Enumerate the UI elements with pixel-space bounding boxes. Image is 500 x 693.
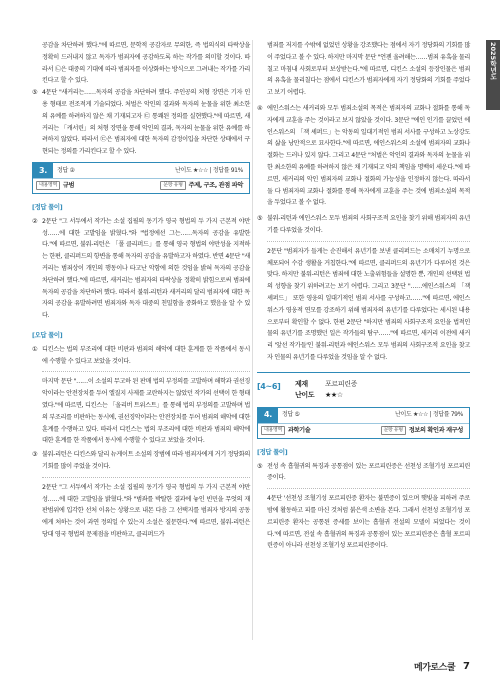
item-claim: 불워-리턴과 에인스워스 모두 범죄의 사회구조적 요인을 찾기 위해 범죄자의 유년기를 다루었을 것이다. xyxy=(267,215,470,234)
wrong-3-paragraph xyxy=(32,449,250,541)
answer-label: 정답 ② xyxy=(57,166,75,174)
answer-claim: 전성 속 흡혈귀의 특징과 공통점이 있는 포르피린증은 선천성 조혈기성 포르피린증이다. xyxy=(267,462,470,482)
question-type-tag: 문항 유형 xyxy=(160,181,185,190)
question-type-tag: 문항 유형 xyxy=(381,426,406,435)
right-column xyxy=(257,40,470,554)
question-3-header xyxy=(32,162,250,194)
set-range: [4~6] xyxy=(257,381,281,391)
content-area-tag: 내용영역 xyxy=(36,181,60,190)
wrong-explanation: 마지막 문단 "……이 소설의 무고하 된 판매 법의 부정의를 고발하며 해학과 권선징악이라는 안전장치를 두어 엘질지 사제를 교란하지는 않았던 작가의 선택이 한 형태였다."에 따르면, 디킨스는 「올리버 트위스트」를 통해 법의 부정의를 고발하며 법의 부조리를 비판하는 동시에, 권선징악이라는 안전장치를 두어 범죄의 해악에 대한 훈계를 수행하고 있다. 따라서 디킨스는 법의 부조리에 대한 비판과 범죄의 해악에 대한 훈계를 한 작품에서 동시에 수행할 수 있다고 보았을 것이다. xyxy=(42,378,250,445)
continued-paragraph: 범죄를 저지를 수밖에 없었던 상황을 강조했다는 점에서 자기 정당화의 기회를 많이 주었다고 볼 수 있다. 하지만 마지막 문단 "언젠 울려해는……범죄 유혹을 물리칠고 마침내 사회로부터 보상받는다."에 따르면, 디킨스 소설의 등장인물은 범죄의 유혹을 물리칠다는 점에서 디킨스가 범죄자에게 자기 정당화의 기회를 주었다고 보기 어렵다. xyxy=(267,42,470,97)
difficulty-label: 난이도 xyxy=(295,390,315,399)
content-area-tag: 내용영역 xyxy=(261,426,285,435)
answer-5-paragraph xyxy=(257,461,470,553)
item-4-paragraph xyxy=(257,103,470,209)
set-header xyxy=(257,379,470,401)
answer-label: 정답 ⑤ xyxy=(282,411,300,419)
item-5-paragraph xyxy=(32,87,250,158)
item-number: ⑤ xyxy=(257,215,263,223)
wrong-number: ① xyxy=(32,345,38,353)
answer-2-paragraph xyxy=(32,216,250,322)
difficulty-value: ★★☆ xyxy=(325,390,343,399)
wrong-1-paragraph xyxy=(32,344,250,447)
answer-text: 2문단 "그 서두에서 작가는 소설 집필의 동기가 영국 형법의 두 가지 근본적 야만성……에 대한 고발임을 밝혔다."와 "법정에선 그는……독자의 공감을 유발한다."에 따르면, 불워-리턴은 「폴 클리퍼드」를 통해 영국 형법의 야만성을 지적하는 한편, 클리퍼드의 항변을 통해 독자의 공감을 유발하고자 하였다. 반면 4문단 "새커리는 범죄상이 개인의 행동이나 타고난 악함에 의한 것임을 밝혀 독자의 공감을 차단하려 했다."에 따르면, 새커리는 범죄자의 타락상을 정확히 밝힘으로써 범죄에 독자의 공감을 차단하려 했다. 따라서 불워-리턴과 새커리의 달리 범죄자에 대한 독자의 공감을 유발하려면 범죄자와 독자 대중의 친밀함을 중화하고 했음을 알 수 있다. xyxy=(42,217,250,320)
wrong-claim: 불워-리턴은 디킨스와 달리 뉴게이트 소설의 장범에 따라 범죄자에게 거기 정당화의 기회를 많이 주었을 것이다. xyxy=(42,451,250,470)
brand-name: 메가로스쿨 xyxy=(414,663,456,673)
wrong-answer-label: [오답 풀이] xyxy=(32,330,63,339)
content-area-value: 규범 xyxy=(62,182,75,190)
correct-answer-label: [정답 풀이] xyxy=(32,202,63,211)
item-explanation: 2문단 "범죄자가 들게는 순진해서 유년기를 보낸 클리퍼드는 소매치기 누명으로 체포되어 수감 생활을 거칩한다."에 따르면, 클리퍼드의 유년기가 다루어진 것은 맞다. 하지만 불워-리턴은 범죄에 대한 노출위험들을 설명한 뿐, 개인의 선택된 법의 성향을 찾기 위하려고는 보기 어렵다. 그리고 3문단 "……에인스워스의 「잭 셰퍼드」 또한 영웅의 일대기적인 범죄 서사를 구성하고……"에 따르면, 에인스워스가 영웅적 연모를 강조하기 위해 범죄자의 유년기를 다루었다는 세시된 내용으로부터 확인할 수 없다. 한편 2문단 "하지만 범죄의 사회구조적 요인을 법적인물의 유년기를 조명했던 일은 작가들의 탐구……"에 따르면, 새커리 이전에 새커리 '앞선 작가들'인 불워-리턴과 에인스워스 모두 범죄의 사회구조적 요인을 찾고자 인물의 유년기를 다루었을 것임을 알 수 없다. xyxy=(267,247,470,361)
item-text: 에인스워스는 새커리와 모두 범죄소설의 목적은 범죄자의 교화나 절화를 통해 독자에게 교훈을 주는 것이라고 보지 않았을 것이다. 3문단 "에인 인기를 끌었던 에인스워스의 「잭 셰퍼드」는 악동의 일대기적인 범죄 서사를 구성하고 노상강도의 삶을 낭만적으로 묘사한다."에 따르면, 에인스워스의 소설에 범죄자의 교화나 절화는 드러나 있지 않다. 그리고 4문단 "처벌은 악인의 결과와 독자의 눈물을 위한 최소한의 유예를 하려하지 않은 채 기재되고 악의 책임을 명백히 세운다."에 따르면, 새커리의 악인 범죄자의 교화나 절화의 가능성을 인정하지 않는다. 따라서 둘 다 범죄자의 교화나 절화를 통해 독자에게 교훈을 주는 것에 범죄소설의 목적을 두었다고 볼 수 없다. xyxy=(267,104,470,207)
item-text: 4문단 "새커리는……독자의 공감을 차단하려 했다. 주인공의 처형 장면은 기자 인용 형태로 전조적게 기술되었다. 처벌은 악인의 결과와 독자의 눈물을 위한 최소한의 유예를 하려하지 않은 채 기재되고자 ㉢ 통쾌된 정의를 실현했다."에 따르면, 새커리는 「캐서린」의 처형 장면을 통해 악인의 결과, 독자의 눈물을 위한 유예를 하려하지 않았다. 따라서 ㉢은 범죄자에 대한 독자의 감정이입을 차단한 상태에서 구현되는 정의를 가리킨다고 할 수 있다. xyxy=(42,89,250,156)
item-number: ④ xyxy=(257,104,263,112)
wrong-explanation: 2문단 "그 서두에서 작가는 소설 집필의 동기가 영국 형법의 두 가지 근본적 야만성……에 대한 고발임을 밝혔다."와 "범좌를 박탈한 결과에 놓인 빈민을 무엇의 재판범위에 입각한 선처 이유는 상황으로 내몬 다음 그 선택지를 범죄자 방지의 공동에게 처하는 것이 과연 정의일 수 있는지 소설은 질문한다."에 따르면, 불워-리턴은 당대 영국 형법의 문제점을 비판하고, 클리퍼드가 xyxy=(42,483,250,538)
page-number: 7 xyxy=(463,661,470,672)
item-number: ⑤ xyxy=(32,89,38,97)
question-type-value: 주제, 구조, 관점 파악 xyxy=(188,182,243,190)
wrong-claim: 디킨스는 법의 부조리에 대한 비판과 범죄의 해악에 대한 훈계를 한 작품에서 동시에 수행할 수 있다고 보았을 것이다. xyxy=(42,345,250,365)
content-area-value: 과학기술 xyxy=(287,426,311,434)
subject-label: 제재 xyxy=(295,379,308,388)
question-number: 3. xyxy=(33,163,53,178)
side-tab-label: 2025학년도 xyxy=(489,42,497,80)
subject-value: 포르피린증 xyxy=(325,379,358,388)
item-5-paragraph xyxy=(257,213,470,364)
question-type-value: 정보의 확인과 재구성 xyxy=(408,426,463,434)
question-4-header xyxy=(257,407,470,439)
correct-answer-label: [정답 풀이] xyxy=(257,447,288,456)
answer-explanation: 4문단 '선천성 조혈기성 포르피린증 환자는 불면증이 있으며 햇빛을 피하려 주로 밤에 활동하고 피를 마신 것처럼 붉은색 소변을 본다. 그래서 선천성 조혈기성 포르피린증 환자는 공통된 증세를 보이는 흡혈귀 전설의 모델이 되었다는 것이다.'에 따르면, 전설 속 흡혈귀의 특징과 공통점이 있는 포르피린증은 흡혈 포르피린증이 아니라 선천성 조혈기성 포르피린증이다. xyxy=(267,495,470,550)
difficulty-rate: 난이도 ★☆☆ | 정답률 91% xyxy=(175,166,243,174)
difficulty-rate: 난이도 ★☆☆ | 정답률 79% xyxy=(395,411,463,419)
column-divider xyxy=(252,40,253,640)
intro-paragraph: 공감을 차단하려 했다."에 따르면, 문학적 공감자로 무의한, 즉 법의식의 타락상을 정확히 드러내지 않고 독자가 범죄자에 공감하도록 하는 작가를 의미할 것이다. 따라서 ㉡은 대중의 기대에 따라 범죄자를 이상화하는 방식으로 그려내는 작가를 가리킨다고 할 수 있다. xyxy=(42,42,250,85)
page-footer xyxy=(414,660,470,673)
answer-number: ⑤ xyxy=(257,462,263,470)
wrong-number: ③ xyxy=(32,451,38,459)
left-column xyxy=(32,40,250,543)
question-number: 4. xyxy=(258,408,278,423)
answer-number: ② xyxy=(32,217,38,225)
